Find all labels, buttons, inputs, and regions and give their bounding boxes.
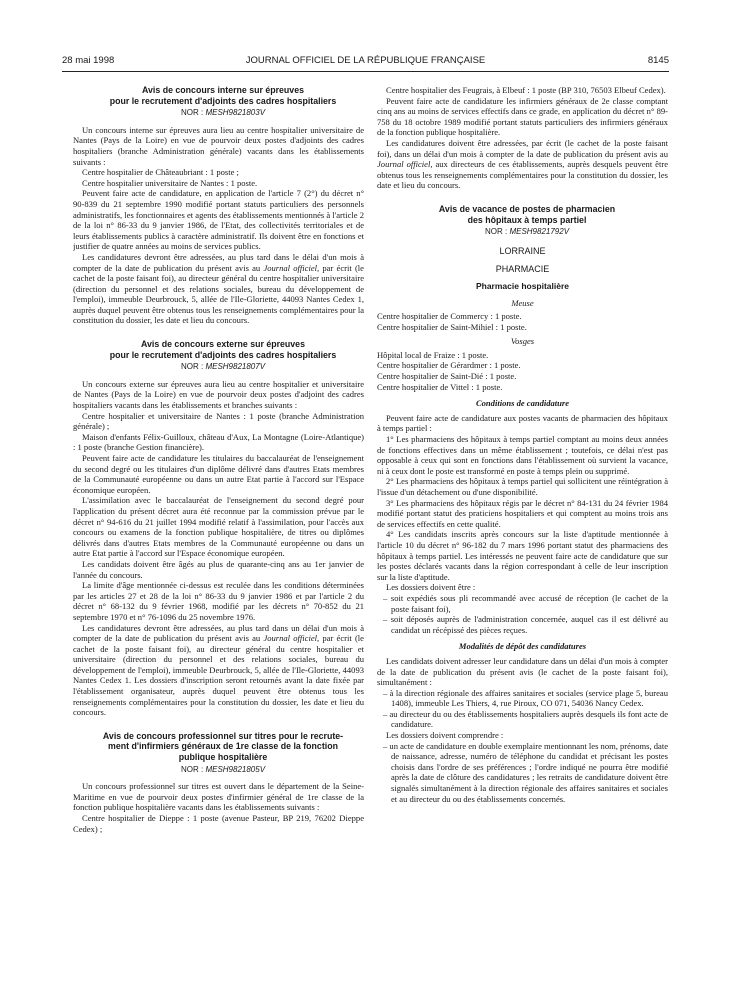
list-item: Centre hospitalier des Feugrais, à Elbeuf : 1 poste (BP 310, 76503 Elbeuf Cedex). [386, 85, 666, 95]
paragraph: 4° Les candidats inscrits après concours sur la liste d'aptitude mentionnée à l'article 10 du décret n° 96-182 du 7 mars 1996 portant statut des pharmaciens des hôpitaux à temps partiel. Les intéressés ne peuvent faire acte de candidature que sur les postes déclarés vacants dans la région correspondant à celle de leur inscription sur la liste d'aptitude. [377, 529, 668, 582]
paragraph: Les candidatures doivent être adressées, par écrit (le cachet de la poste faisant foi), dans un délai d'un mois à compter de la date de publication du présent avis au Journal officiel, aux directeurs de ces établissements, auprès desquels peuvent être obtenus tous les renseignements complémentaires pour la constitution du dossier, les date et lieu du concours. [377, 137, 668, 191]
subsection-heading: Modalités de dépôt des candidatures [458, 641, 587, 652]
left-column [73, 85, 364, 834]
section-title: Avis de concours professionnel sur titres pour le recrute- [102, 730, 344, 741]
nor-reference: NOR : MESH9821792V [484, 227, 570, 237]
page-header [62, 55, 669, 69]
list-item: Centre hospitalier de Dieppe : 1 poste (avenue Pasteur, BP 219, 76202 Dieppe Cedex) ; [73, 813, 364, 834]
region-heading: LORRAINE [499, 245, 546, 256]
paragraph: Les dossiers doivent comprendre : [386, 730, 504, 741]
header-page-number: 8145 [647, 55, 669, 66]
list-item: Maison d'enfants Félix-Guilloux, château d'Aux, La Montagne (Loire-Atlantique) : 1 poste (branche Gestion financière). [73, 431, 364, 453]
paragraph: Les candidats doivent adresser leur candidature dans un délai d'un mois à compter de la date de publication du présent avis (le cachet de la poste faisant foi), simultanément : [377, 655, 668, 688]
section-title: pour le recrutement d'adjoints des cadres hospitaliers [109, 95, 337, 106]
section-title: pour le recrutement d'adjoints des cadres hospitaliers [109, 349, 337, 360]
nor-reference: NOR : MESH9821803V [180, 108, 266, 118]
right-column [377, 85, 668, 804]
section-title: Avis de concours interne sur épreuves [142, 85, 304, 95]
list-item: Centre hospitalier de Châteaubriant : 1 poste ; [82, 167, 239, 178]
subsection-heading: Conditions de candidature [475, 398, 570, 409]
paragraph: 1° Les pharmaciens des hôpitaux à temps partiel comptant au moins deux années de fonctions effectives dans un même établissement ; toutefois, ce délai n'est pas opposable à ceux qui sont en fonctions dans l'établissement où survient la vacance, ni à ceux dont le poste est transformé en poste à temps plein ou supprimé. [377, 434, 668, 476]
header-date: 28 mai 1998 [62, 55, 115, 66]
paragraph: La limite d'âge mentionnée ci-dessus est reculée dans les conditions déterminées par les articles 27 et 28 de la loi n° 86-33 du 9 janvier 1986 et par l'article 2 du décret n° 68-132 du 9 février 1968, modifié par les décrets n° 70-852 du 21 septembre 1970 et n° 76-1096 du 25 novembre 1976. [73, 580, 364, 622]
list-item: Centre hospitalier de Saint-Dié : 1 poste. [377, 371, 517, 382]
paragraph: Peuvent faire acte de candidature aux postes vacants de pharmacien des hôpitaux à temps partiel : [377, 412, 668, 434]
section-title: Avis de vacance de postes de pharmacien [438, 203, 616, 214]
header-rule [62, 71, 669, 72]
paragraph: L'assimilation avec le baccalauréat de l'enseignement du second degré pour l'application du présent décret aura été reconnue par la commission prévue par le décret n° 94-616 du 21 juillet 1994 modifié relatif à l'assimilation, pour l'accès aux concours ou examens de la fonction publique hospitalière, de titres ou diplômes délivrés dans d'autres Etats membres de la Communauté européenne ou dans un autre Etat partie à l'accord sur l'Espace économique européen. [73, 495, 364, 559]
paragraph: Les candidatures devront être adressées, au plus tard dans un délai d'un mois à compter de la date de publication du présent avis au Journal officiel, par écrit (le cachet de la poste faisant foi), au directeur général du centre hospitalier et universitaire (direction du personnel et des relations sociales, bureau du développement de l'emploi), immeuble Deurbrouck, 5, allée de l'Ile-Gloriette, 44093 Nantes Cedex 1. Les dossiers d'inscription seront retournés avant la date fixée par l'établissement organisateur, auprès duquel peuvent être obtenus tous les renseignements complémentaires pour la constitution du dossier, les date et lieu du concours. [73, 622, 364, 718]
section-title: des hôpitaux à temps partiel [467, 214, 587, 225]
section-title: ment d'infirmiers généraux de 1re classe de la fonction [108, 741, 338, 752]
header-journal-title: JOURNAL OFFICIEL DE LA RÉPUBLIQUE FRANÇAISE [245, 55, 486, 66]
paragraph: Les dossiers doivent être : [386, 582, 476, 593]
list-item: Centre hospitalier de Commercy : 1 poste. [377, 311, 522, 322]
paragraph: Un concours externe sur épreuves aura lieu au centre hospitalier et universitaire de Nantes (Pays de la Loire) en vue de pourvoir deux postes d'adjoint des cadres hospitaliers vacants dans les établissements et branches suivants : [73, 378, 364, 411]
list-item: Centre hospitalier de Gérardmer : 1 poste. [377, 360, 521, 371]
paragraph: Un concours interne sur épreuves aura lieu au centre hospitalier universitaire de Nantes (Pays de la Loire) en vue de pourvoir deux postes d'adjoints des cadres hospitaliers (branche Administration générale) vacants dans les établissements suivants : [73, 124, 364, 167]
department-heading: Vosges [510, 336, 535, 347]
paragraph: Peuvent faire acte de candidature, en application de l'article 7 (2°) du décret n° 90-839 du 21 septembre 1990 modifié portant statuts particuliers des personnels administratifs, les fonctionnaires et agents des établissements mentionnés à l'article 2 de la loi n° 86-33 du 9 janvier 1986, de l'Etat, des collectivités territoriales et de leurs établissements publics à caractère administratif. Ils doivent être en fonctions et justifier de quatre années au moins de services publics. [73, 188, 364, 252]
list-item: – un acte de candidature en double exemplaire mentionnant les nom, prénoms, date de naissance, adresse, numéro de téléphone du candidat et précisant les postes choisis dans l'ordre de ses préférences ; l'ordre indiqué ne pourra être modifié après la date de clôture des candidatures ; les retraits de candidature doivent être signalés simultanément à la direction régionale des affaires sanitaires et sociales et au directeur du ou des établissements concernés. [383, 740, 668, 804]
specialty-heading: Pharmacie hospitalière [475, 280, 570, 291]
list-item: – soit déposés auprès de l'administration concernée, auquel cas il est délivré au candidat un récépissé des pièces reçues. [383, 614, 668, 635]
section-title: Avis de concours externe sur épreuves [141, 339, 305, 350]
nor-reference: NOR : MESH9821807V [180, 362, 266, 372]
list-item: Centre hospitalier universitaire de Nantes : 1 poste. [82, 177, 258, 188]
list-item: Hôpital local de Fraize : 1 poste. [377, 349, 489, 360]
paragraph: Peuvent faire acte de candidature les titulaires du baccalauréat de l'enseignement du second degré ou les titulaires d'un diplôme délivré dans d'autres Etats membres de la Communauté européenne ou dans un autre Etat partie à l'accord sur l'Espace économique européen. [73, 453, 364, 495]
paragraph: Un concours professionnel sur titres est ouvert dans le département de la Seine-Maritime en vue de pourvoir deux postes d'infirmier général de 1re classe de la fonction publique hospitalière vacants dans les établissements suivants : [73, 781, 364, 813]
paragraph: Peuvent faire acte de candidature les infirmiers généraux de 2e classe comptant cinq ans au moins de services effectifs dans ce grade, en application du décret n° 89-758 du 18 octobre 1989 modifié portant statuts particuliers des infirmiers généraux de la fonction publique hospitalière. [377, 95, 668, 138]
list-item: Centre hospitalier de Vittel : 1 poste. [377, 381, 503, 392]
department-heading: Meuse [511, 297, 534, 308]
list-item: – soit expédiés sous pli recommandé avec accusé de réception (le cachet de la poste faisant foi), [383, 592, 668, 614]
list-item: – à la direction régionale des affaires sanitaires et sociales (service plage 5, bureau 1408), immeuble Les Thiers, 4, rue Piroux, CO 071, 54036 Nancy Cedex. [383, 687, 668, 709]
list-item: Centre hospitalier et universitaire de Nantes : 1 poste (branche Administration générale) ; [73, 410, 364, 432]
paragraph: 2° Les pharmaciens des hôpitaux à temps partiel qui sollicitent une réintégration à l'issue d'un détachement ou d'une disponibilité. [377, 476, 668, 497]
list-item: – au directeur du ou des établissements hospitaliers auprès desquels ils font acte de candidature. [383, 708, 668, 730]
nor-reference: NOR : MESH9821805V [180, 764, 266, 774]
paragraph: Les candidats doivent être âgés au plus de quarante-cinq ans au 1er janvier de l'année du concours. [73, 558, 364, 580]
discipline-heading: PHARMACIE [495, 264, 550, 275]
paragraph: Les candidatures devront être adressées, au plus tard dans le délai d'un mois à compter de la date de publication du présent avis au Journal officiel, par écrit (le cachet de la poste faisant foi), au directeur général du centre hospitalier universitaire (direction du personnel et des relations sociales, bureau du développement de l'emploi), immeuble Deurbrouck, 5, allée de l'Ile-Gloriette, 44093 Nantes Cedex 1, auprès duquel peuvent être obtenus tous les renseignements complémentaires pour la constitution du dossier, les date et lieu du concours. [73, 251, 364, 326]
list-item: Centre hospitalier de Saint-Mihiel : 1 poste. [377, 321, 527, 332]
paragraph: 3° Les pharmaciens des hôpitaux régis par le décret n° 84-131 du 24 février 1984 modifié portant statut des praticiens hospitaliers et qui comptent au moins trois ans de services effectifs en cette qualité. [377, 497, 668, 529]
section-title: publique hospitalière [178, 752, 268, 763]
